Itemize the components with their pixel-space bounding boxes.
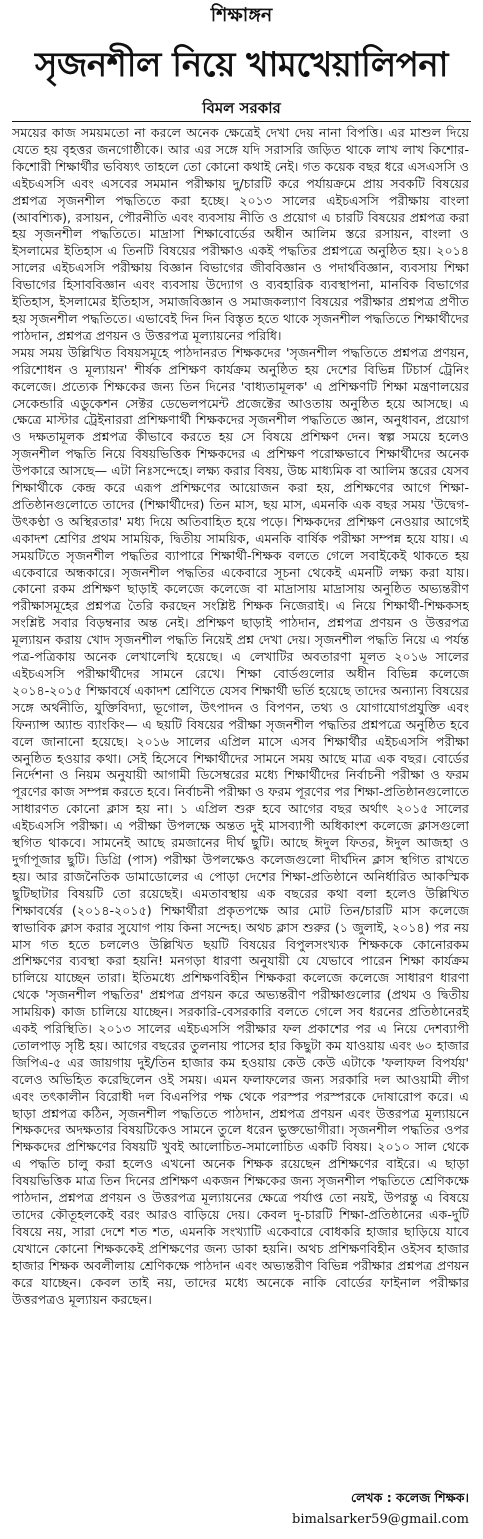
author-email: bimalsarker59@gmail.com [292,1512,469,1527]
section-tag: শিক্ষাঙ্গন [210,4,273,26]
author-credit: লেখক : কলেজ শিক্ষক। [351,1490,469,1505]
article-body [12,125,469,1480]
headline: সৃজনশীল নিয়ে খামখেয়ালিপনা [35,45,448,85]
byline: বিমল সরকার [202,99,281,117]
divider-rule [12,121,471,122]
article-paragraph: সময়ের কাজ সময়মতো না করলে অনেক ক্ষেত্রেই দেখা দেয় নানা বিপত্তি। এর মাশুল দিয়ে যেতে হয় বৃহত্তর জনগোষ্ঠীকে। আর এর সঙ্গে যদি সরাসরি জড়িত থাকে লাখ লাখ কিশোর-কিশোরী শিক্ষার্থীর ভবিষ্যৎ তাহলে তো কোনো কথাই নেই। গত কয়েক বছর ধরে এসএসসি ও এইচএসসি এবং এসবের সমমান পরীক্ষায় দু/চারটি করে পর্যায়ক্রমে প্রায় সবকটি বিষয়ের প্রশ্নপত্র সৃজনশীল পদ্ধতিতে করা হচ্ছে। ২০১৩ সালের এইচএসসি পরীক্ষায় বাংলা (আবশ্যিক), রসায়ন, পৌরনীতি এবং ব্যবসায় নীতি ও প্রয়োগ এ চারটি বিষয়ের প্রশ্নপত্র করা হয় সৃজনশীল পদ্ধতিতে। মাদ্রাসা শিক্ষাবোর্ডের অধীন আলিম স্তরে রসায়ন, বাংলা ও ইসলামের ইতিহাস এ তিনটি বিষয়ের পরীক্ষাও একই পদ্ধতির প্রশ্নপত্রে অনুষ্ঠিত হয়। ২০১৪ সালের এইচএসসি পরীক্ষায় বিজ্ঞান বিভাগের জীববিজ্ঞান ও পদার্থবিজ্ঞান, ব্যবসায় শিক্ষা বিভাগের হিসাববিজ্ঞান এবং ব্যবসায় উদ্যোগ ও ব্যবহারিক ব্যবস্থাপনা, মানবিক বিভাগের ইতিহাস, ইসলামের ইতিহাস, সমাজবিজ্ঞান ও সমাজকল্যাণ বিষয়ের পরীক্ষার প্রশ্নপত্র প্রণীত হয় সৃজনশীল পদ্ধতিতে। এভাবেই দিন দিন বিস্তৃত হতে থাকে সৃজনশীল পদ্ধতিতে শিক্ষার্থীদের পাঠদান, প্রশ্নপত্র প্রণয়ন ও উত্তরপত্র মূল্যায়নের পরিধি। [12,125,469,343]
article-paragraph: সময় সময় উল্লিখিত বিষয়সমূহে পাঠদানরত শিক্ষকদের 'সৃজনশীল পদ্ধতিতে প্রশ্নপত্র প্রণয়ন, পরিশোধন ও মূল্যায়ন' শীর্ষক প্রশিক্ষণ কার্যক্রম অনুষ্ঠিত হয় দেশের বিভিন্ন টিচার্স ট্রেনিং কলেজে। প্রত্যেক শিক্ষকের জন্য তিন দিনের 'বাধ্যতামূলক' এ প্রশিক্ষণটি শিক্ষা মন্ত্রণালয়ের সেকেন্ডারি এডুকেশন সেক্টর ডেভেলপমেন্ট প্রজেক্টের আওতায় অনুষ্ঠিত হয়ে আসছে। এ ক্ষেত্রে মাস্টার ট্রেইনাররা প্রশিক্ষণার্থী শিক্ষকদের সৃজনশীল পদ্ধতিতে জ্ঞান, অনুধাবন, প্রয়োগ ও দক্ষতামূলক প্রশ্নপত্র কীভাবে করতে হয় সে বিষয়ে প্রশিক্ষণ দেন। স্বল্প সময়ে হলেও সৃজনশীল পদ্ধতি নিয়ে বিষয়ভিত্তিক শিক্ষকদের এ প্রশিক্ষণ পরোক্ষভাবে শিক্ষার্থীদের অনেক উপকারে আসছে— এটা নিঃসন্দেহে। লক্ষ্য করার বিষয়, উচ্চ মাধ্যমিক বা আলিম স্তরের যেসব শিক্ষার্থীকে কেন্দ্র করে এরূপ প্রশিক্ষণের আয়োজন করা হয়, প্রশিক্ষণের আগে শিক্ষা-প্রতিষ্ঠানগুলোতে তাদের (শিক্ষার্থীদের) তিন মাস, ছয় মাস, এমনকি এক বছর সময় 'উদ্বেগ-উৎকণ্ঠা ও অস্থিরতার' মধ্য দিয়ে অতিবাহিত হয়ে পড়ে। শিক্ষকদের প্রশিক্ষণ নেওয়ার আগেই একাদশ শ্রেণির প্রথম সাময়িক, দ্বিতীয় সাময়িক, এমনকি বার্ষিক পরীক্ষা সম্পন্ন হয়ে যায়। এ সময়টিতে সৃজনশীল পদ্ধতির ব্যাপারে শিক্ষার্থী-শিক্ষক বলতে গেলে সবাইকেই থাকতে হয় একেবারে অন্ধকারে। সৃজনশীল পদ্ধতির একেবারে সূচনা থেকেই এমনটি লক্ষ্য করা যায়। কোনো রকম প্রশিক্ষণ ছাড়াই কলেজে কলেজে বা মাদ্রাসায় মাদ্রাসায় অনুষ্ঠিত অভ্যন্তরীণ পরীক্ষাসমূহের প্রশ্নপত্র তৈরি করছেন সংশ্লিষ্ট শিক্ষক নিজেরাই। এ নিয়ে শিক্ষার্থী-শিক্ষকসহ সংশ্লিষ্ট সবার বিড়ম্বনার অন্ত নেই। প্রশিক্ষণ ছাড়াই পাঠদান, প্রশ্নপত্র প্রণয়ন ও উত্তরপত্র মূল্যায়ন করায় খোদ সৃজনশীল পদ্ধতি নিয়েই প্রশ্ন দেখা দেয়। সৃজনশীল পদ্ধতি নিয়ে এ পর্যন্ত পত্র-পত্রিকায় অনেক লেখালেখি হয়েছে। এ লেখাটির অবতারণা মূলত ২০১৬ সালের এইচএসসি পরীক্ষার্থীদের সামনে রেখে। শিক্ষা বোর্ডগুলোর অধীন বিভিন্ন কলেজে ২০১৪-২০১৫ শিক্ষাবর্ষে একাদশ শ্রেণিতে যেসব শিক্ষার্থী ভর্তি হয়েছে তাদের অন্যান্য বিষয়ের সঙ্গে অর্থনীতি, যুক্তিবিদ্যা, ভূগোল, উৎপাদন ও বিপণন, তথ্য ও যোগাযোগপ্রযুক্তি এবং ফিন্যান্স অ্যান্ড ব্যাংকিং— এ ছয়টি বিষয়ের পরীক্ষা সৃজনশীল পদ্ধতির প্রশ্নপত্রে অনুষ্ঠিত হবে বলে জানানো হয়েছে। ২০১৬ সালের এপ্রিল মাসে এসব শিক্ষার্থীর এইচএসসি পরীক্ষা অনুষ্ঠিত হওয়ার কথা। সেই হিসেবে শিক্ষার্থীদের সামনে সময় আছে মাত্র এক বছর। বোর্ডের নির্দেশনা ও নিয়ম অনুযায়ী আগামী ডিসেম্বরের মধ্যে শিক্ষার্থীদের নির্বাচনী পরীক্ষা ও ফরম পূরণের কাজ সম্পন্ন করতে হবে। নির্বাচনী পরীক্ষা ও ফরম পূরণের পর শিক্ষা-প্রতিষ্ঠানগুলোতে সাধারণত কোনো ক্লাস হয় না। ১ এপ্রিল শুরু হবে আগের বছর অর্থাৎ ২০১৫ সালের এইচএসসি পরীক্ষা। এ পরীক্ষা উপলক্ষে অন্তত দুই মাসব্যাপী অধিকাংশ কলেজে ক্লাসগুলো স্থগিত থাকবে। সামনেই আছে রমজানের দীর্ঘ ছুটি। আছে ঈদুল ফিতর, ঈদুল আজহা ও দুর্গাপূজার ছুটি। ডিগ্রি (পাস) পরীক্ষা উপলক্ষেও কলেজগুলো দীর্ঘদিন ক্লাস স্থগিত রাখতে হয়। আর রাজনৈতিক ডামাডোলের এ পোড়া দেশের শিক্ষা-প্রতিষ্ঠানে অনির্ধারিত আকস্মিক ছুটিছাটার বিষয়টি তো রয়েছেই। এমতাবস্থায় এক বছরের কথা বলা হলেও উল্লিখিত শিক্ষাবর্ষের (২০১৪-২০১৫) শিক্ষার্থীরা প্রকৃতপক্ষে আর মোট তিন/চারটি মাস কলেজে স্বাভাবিক ক্লাস করার সুযোগ পায় কিনা সন্দেহ। অথচ ক্লাস শুরুর (১ জুলাই, ২০১৪) পর নয় মাস গত হতে চললেও উল্লিখিত ছয়টি বিষয়ের বিপুলসংখ্যক শিক্ষককে কোনোরকম প্রশিক্ষণের ব্যবস্থা করা হয়নি! মনগড়া ধারণা অনুযায়ী যে যেভাবে পারেন শিক্ষা কার্যক্রম চালিয়ে যাচ্ছেন তারা। ইতিমধ্যে প্রশিক্ষণবিহীন শিক্ষকরা কলেজে কলেজে সাধারণ ধারণা থেকে 'সৃজনশীল পদ্ধতির' প্রশ্নপত্র প্রণয়ন করে অভ্যন্তরীণ পরীক্ষাগুলোর (প্রথম ও দ্বিতীয় সাময়িক) কাজ চালিয়ে যাচ্ছেন। সরকারি-বেসরকারি বলতে গেলে সব ধরনের প্রতিষ্ঠানেরই একই পরিস্থিতি। ২০১৩ সালের এইচএসসি পরীক্ষার ফল প্রকাশের পর এ নিয়ে দেশব্যাপী তোলপাড় সৃষ্টি হয়। আগের বছরের তুলনায় পাসের হার কিছুটা কম যাওয়ায় এবং ৬০ হাজার জিপিএ-৫ এর জায়গায় দুই/তিন হাজার কম হওয়ায় কেউ কেউ এটাকে 'ফলাফল বিপর্যয়' বলেও অভিহিত করেছিলেন ওই সময়। এমন ফলাফলের জন্য সরকারি দল আওয়ামী লীগ এবং তৎকালীন বিরোধী দল বিএনপির পক্ষ থেকে পরস্পর পরস্পরকে দোষারোপ করে। এ ছাড়া প্রশ্নপত্র কঠিন, সৃজনশীল পদ্ধতিতে পাঠদান, প্রশ্নপত্র প্রণয়ন এবং উত্তরপত্র মূল্যায়নে শিক্ষকদের অদক্ষতার বিষয়টিকেও সামনে তুলে ধরেন ভুক্তভোগীরা। সৃজনশীল পদ্ধতির ওপর শিক্ষকদের প্রশিক্ষণের বিষয়টি খুবই আলোচিত-সমালোচিত একটি বিষয়। ২০১০ সাল থেকে এ পদ্ধতি চালু করা হলেও এখনো অনেক শিক্ষক রয়েছেন প্রশিক্ষণের বাইরে। এ ছাড়া বিষয়ভিত্তিক মাত্র তিন দিনের প্রশিক্ষণ একজন শিক্ষকের জন্য সৃজনশীল পদ্ধতিতে শ্রেণিকক্ষে পাঠদান, প্রশ্নপত্র প্রণয়ন ও উত্তরপত্র মূল্যায়নের ক্ষেত্রে পর্যাপ্ত তো নয়ই, উপরন্তু এ বিষয়ে তাদের কৌতূহলকেই বরং আরও বাড়িয়ে দেয়। কেবল দু-চারটি শিক্ষা-প্রতিষ্ঠানের এক-দুটি বিষয়ে নয়, সারা দেশে শত শত, এমনকি সংখ্যাটি একেবারে বোধকরি হাজার ছাড়িয়ে যাবে যেখানে কোনো শিক্ষককেই প্রশিক্ষণের জন্য ডাকা হয়নি। অথচ প্রশিক্ষণবিহীন ওইসব হাজার হাজার শিক্ষক অবলীলায় শ্রেণিকক্ষে পাঠদান এবং অভ্যন্তরীণ বিভিন্ন পরীক্ষার প্রশ্নপত্র প্রণয়ন করে যাচ্ছেন। কেবল তাই নয়, তাদের মধ্যে অনেকে নাকি বোর্ডের ফাইনাল পরীক্ষার উত্তরপত্রও মূল্যায়ন করছেন। [12,344,469,1307]
